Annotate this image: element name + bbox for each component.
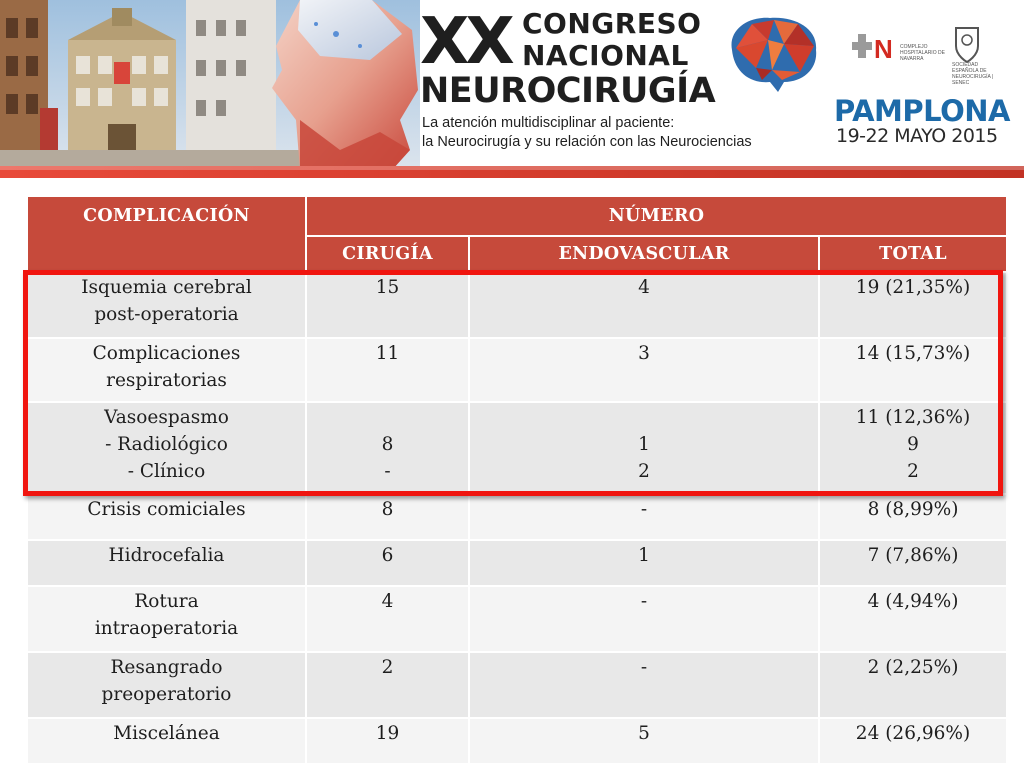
cell-cirugia: 2 [306,652,469,718]
cell-endovascular: - [469,586,819,652]
cell-total: 19 (21,35%) [819,272,1007,338]
cell-cirugia: 15 [306,272,469,338]
table-row [27,402,1007,494]
congress-title-line-3: NEUROCIRUGÍA [420,71,716,111]
cell-total: 2 (2,25%) [819,652,1007,718]
hospital-logo-text: COMPLEJO HOSPITALARIO DE NAVARRA [900,44,945,62]
cell-cirugia: 4 [306,586,469,652]
header-endovascular: ENDOVASCULAR [469,236,819,272]
table-row [27,652,1007,718]
congress-title-line-2: NACIONAL [522,39,689,72]
tagline-line-2: la Neurocirugía y su relación con las Neurociencias [422,134,752,150]
cell-cirugia: 11 [306,338,469,402]
society-logo-text: SOCIEDAD ESPAÑOLA DE NEUROCIRUGÍA | SENEC [952,62,994,86]
congress-logo [420,5,720,111]
tagline-line-1: La atención multidisciplinar al paciente: [422,115,675,131]
cell-complicacion: Rotura intraoperatoria [27,586,306,652]
complications-table [26,195,1008,765]
congress-title-line-1: CONGRESO [522,7,702,40]
cell-endovascular: - [469,652,819,718]
cell-complicacion: Resangrado preoperatorio [27,652,306,718]
cell-complicacion: Complicaciones respiratorias [27,338,306,402]
cell-endovascular: 3 [469,338,819,402]
cell-total: 7 (7,86%) [819,540,1007,586]
society-crest-icon [952,24,982,64]
cell-complicacion: Crisis comiciales [27,494,306,540]
congress-dates: 19-22 MAYO 2015 [836,125,998,147]
cell-cirugia: 8 - [306,402,469,494]
organizer-logos [852,24,1002,86]
cell-total: 8 (8,99%) [819,494,1007,540]
cell-endovascular: 5 [469,718,819,764]
header-numero: NÚMERO [306,196,1007,236]
cell-endovascular: 1 2 [469,402,819,494]
table-row [27,338,1007,402]
table-row [27,494,1007,540]
header-cirugia: CIRUGÍA [306,236,469,272]
cell-cirugia: 8 [306,494,469,540]
cell-cirugia: 19 [306,718,469,764]
cell-complicacion: Miscelánea [27,718,306,764]
header-total: TOTAL [819,236,1007,272]
header-complicacion: COMPLICACIÓN [27,196,306,272]
cell-total: 11 (12,36%) 9 2 [819,402,1007,494]
table-row [27,718,1007,764]
cell-total: 14 (15,73%) [819,338,1007,402]
cell-endovascular: - [469,494,819,540]
complications-table-body [27,272,1007,764]
cell-cirugia: 6 [306,540,469,586]
cell-complicacion: Isquemia cerebral post-operatoria [27,272,306,338]
congress-tagline [422,114,782,152]
polygon-brain-icon [722,10,822,94]
table-row [27,586,1007,652]
complications-table-wrapper [26,195,1006,765]
cell-endovascular: 1 [469,540,819,586]
table-row [27,540,1007,586]
cell-complicacion: Vasoespasmo - Radiológico - Clínico [27,402,306,494]
congress-edition-number: XX [420,5,511,79]
cell-complicacion: Hidrocefalia [27,540,306,586]
congress-banner [0,0,1024,178]
svg-text:N: N [874,34,893,64]
cell-endovascular: 4 [469,272,819,338]
banner-accent-bar [0,166,1024,178]
pamplona-city-hall-photo [0,0,420,178]
table-row [27,272,1007,338]
cell-total: 24 (26,96%) [819,718,1007,764]
cell-total: 4 (4,94%) [819,586,1007,652]
congress-city: PAMPLONA [834,94,1010,128]
